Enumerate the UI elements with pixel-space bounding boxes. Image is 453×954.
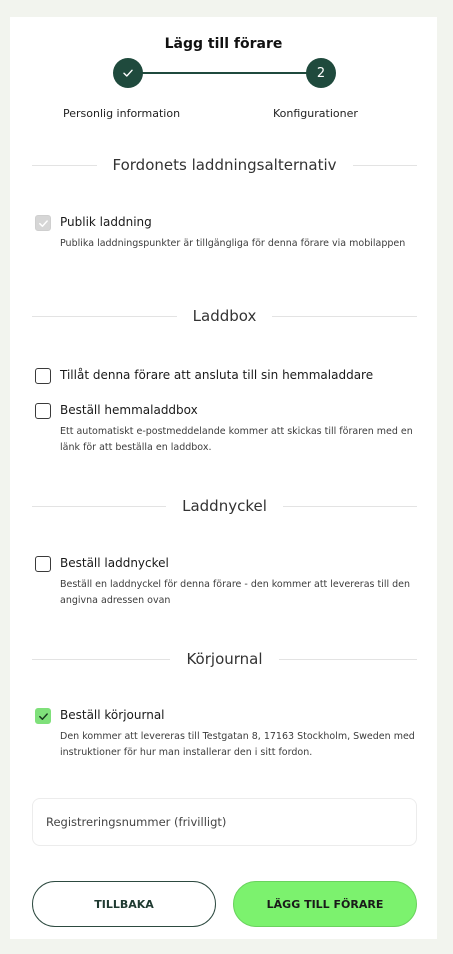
public-charging-description: Publika laddningspunkter är tillgängliga för denna förare via mobilappen	[60, 238, 406, 249]
step-2-label: Konfigurationer	[273, 107, 358, 120]
order-driving-log-checkbox[interactable]	[35, 708, 51, 724]
order-charging-key-label: Beställ laddnyckel	[60, 556, 169, 570]
order-driving-log-description: Den kommer att levereras till Testgatan 8, 17163 Stockholm, Sweden med instruktioner för hur man installerar den i sitt fordon.	[60, 731, 415, 758]
back-button[interactable]: TILLBAKA	[32, 881, 216, 927]
allow-home-charger-label: Tillåt denna förare att ansluta till sin hemmaladdare	[60, 368, 374, 382]
section-heading-laddnyckel	[32, 496, 417, 516]
check-icon	[38, 218, 49, 229]
section-heading-text: Fordonets laddningsalternativ	[112, 156, 337, 174]
step-1-circle	[113, 58, 143, 88]
section-heading-charging	[32, 155, 417, 175]
allow-home-charger-checkbox[interactable]	[35, 368, 51, 384]
public-charging-label: Publik laddning	[60, 215, 152, 229]
registration-number-input[interactable]	[32, 798, 417, 846]
add-driver-dialog	[10, 17, 437, 939]
section-heading-korjournal	[32, 649, 417, 669]
order-home-laddbox-checkbox[interactable]	[35, 403, 51, 419]
stepper-connector	[137, 72, 322, 74]
section-heading-text: Laddnyckel	[182, 497, 267, 515]
section-heading-text: Körjournal	[186, 650, 263, 668]
order-driving-log-label: Beställ körjournal	[60, 708, 165, 722]
order-home-laddbox-label: Beställ hemmaladdbox	[60, 403, 198, 417]
step-1-label: Personlig information	[63, 107, 181, 120]
add-driver-button[interactable]: LÄGG TILL FÖRARE	[233, 881, 417, 927]
public-charging-checkbox[interactable]	[35, 215, 51, 231]
dialog-title: Lägg till förare	[164, 36, 283, 52]
order-charging-key-checkbox[interactable]	[35, 556, 51, 572]
step-2-circle: 2	[306, 58, 336, 88]
check-icon	[122, 67, 134, 79]
order-home-laddbox-description: Ett automatiskt e-postmeddelande kommer att skickas till föraren med en länk för att beställa en laddbox.	[60, 426, 413, 453]
order-charging-key-description: Beställ en laddnyckel för denna förare - den kommer att levereras till den angivna adressen ovan	[60, 579, 411, 606]
check-icon	[38, 711, 49, 722]
section-heading-text: Laddbox	[192, 307, 257, 325]
section-heading-laddbox	[32, 306, 417, 326]
